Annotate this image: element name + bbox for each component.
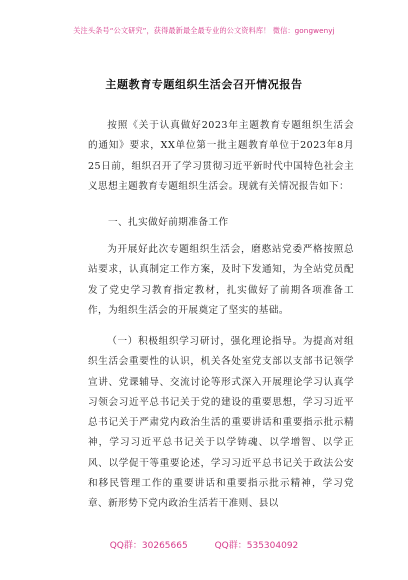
qq-group-2: QQ群：535304092: [214, 541, 299, 551]
paragraph-study: （一）积极组织学习研讨，强化理论指导。为提高对组织生活会重要性的认识，机关各处室党支部以支部书记领学宣讲、党课辅导、交流讨论等形式深入开展理论学习认真学习领会习近平总书记关于党的建设的重要思想，学习习近平总书记关于严肃党内政治生活的重要讲话和重要指示批示精神，学习习近平总书记关于以学铸魂、以学增智、以学正风、以学促干等重要论述，学习习近平总书记关于政法公安和移民管理工作的重要讲话和重要指示批示精神，学习党章、新形势下党内政治生活若干准则、县以: [88, 336, 354, 510]
qq-group-1: QQ群：30265665: [109, 541, 188, 551]
paragraph-intro: 按照《关于认真做好2023年主题教育专题组织生活会的通知》要求，XX单位第一批主题教育单位于2023年8月25日前，组织召开了学习贯彻习近平新时代中国特色社会主义思想主题教育专题组织生活会。现就有关情况报告如下：: [88, 120, 354, 192]
promo-banner: 关注头条号“公文研究”，获得最新最全最专业的公文资料库！ 微信：gongwenyj: [73, 26, 335, 35]
paragraph-preparation: 为开展好此次专题组织生活会，磨憨站党委严格按照总站要求，认真制定工作方案，及时下发通知，为全站党员配发了党史学习教育指定教材，扎实做好了前期各项准备工作，为组织生活会的开展奠定了坚实的基础。: [88, 244, 354, 316]
document-title: 主题教育专题组织生活会召开情况报告: [105, 78, 303, 91]
footer-contact: [0, 538, 408, 551]
section-heading-1: 一、扎实做好前期准备工作: [108, 217, 229, 228]
